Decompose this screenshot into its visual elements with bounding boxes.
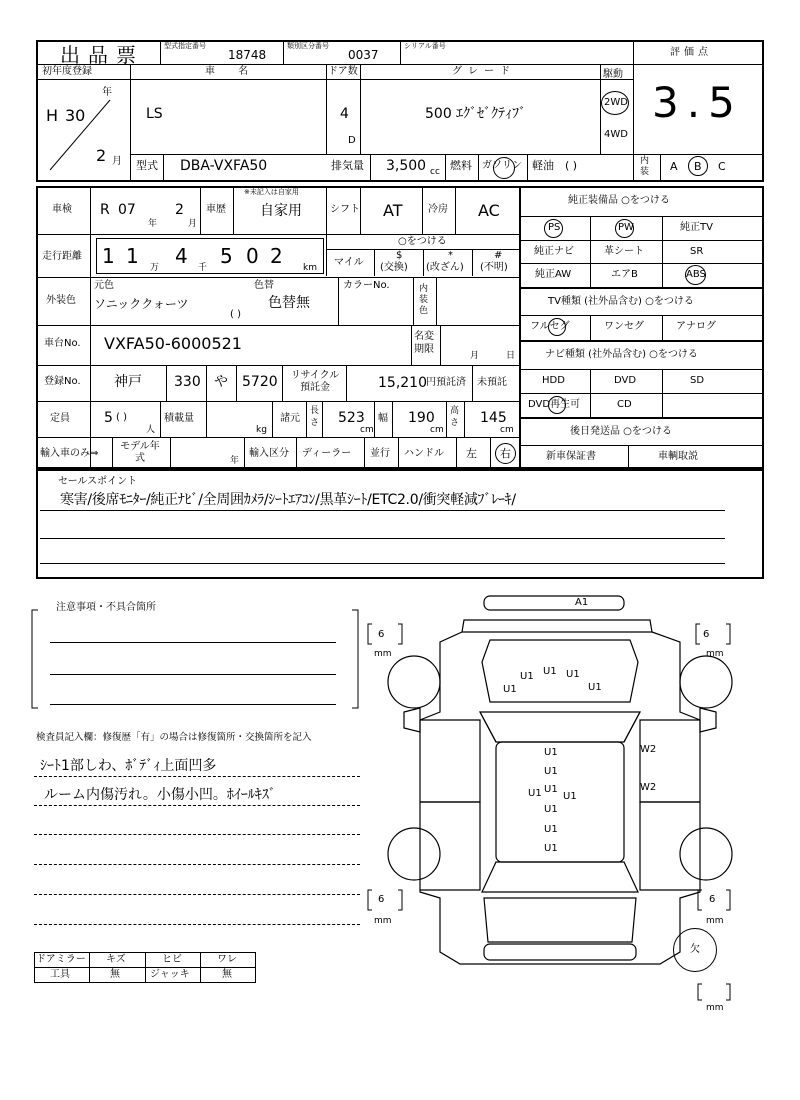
inspection-year-unit: 年 bbox=[148, 219, 158, 229]
navi-header: ナビ種類 (社外品含む) ○をつける bbox=[545, 349, 698, 360]
model-code-label: 型式指定番号 bbox=[164, 42, 206, 50]
handle-right: 右 bbox=[500, 447, 511, 460]
fuel-other: ( ) bbox=[565, 159, 578, 172]
capacity-label: 定員 bbox=[50, 413, 70, 424]
navi-cd: CD bbox=[617, 399, 632, 410]
handle-left: 左 bbox=[466, 447, 477, 460]
reg-city: 神戸 bbox=[114, 374, 142, 390]
load-label: 積載量 bbox=[164, 413, 194, 424]
color-no-label: カラーNo. bbox=[343, 280, 390, 291]
mileage-digit-3: 4 bbox=[175, 244, 188, 268]
history-label: 車歴 bbox=[206, 204, 226, 215]
doors-value: 4 bbox=[340, 106, 349, 122]
equip-ps: PS bbox=[548, 222, 561, 233]
acc-h4: ワレ bbox=[217, 954, 237, 965]
grade-value: 500 ｴｸﾞｾﾞｸﾃｨﾌﾞ bbox=[425, 106, 527, 122]
handle-label: ハンドル bbox=[404, 448, 444, 459]
color-original-label: 元色 bbox=[94, 280, 114, 291]
tv-fullseg: フルセグ bbox=[530, 321, 570, 332]
mileage-digit-2: 1 bbox=[126, 244, 139, 268]
name-change-month: 月 bbox=[470, 351, 480, 361]
mileage-digit-1: 1 bbox=[102, 244, 115, 268]
inspection-month: 2 bbox=[175, 202, 184, 218]
mileage-km: km bbox=[303, 263, 317, 273]
shift-label: シフト bbox=[330, 204, 360, 215]
acc-r2: 無 bbox=[110, 969, 120, 980]
ac-value: AC bbox=[478, 201, 500, 220]
acc-r1: 工具 bbox=[50, 969, 70, 980]
navi-dvd: DVD bbox=[614, 375, 637, 386]
mark-center-2: U1 bbox=[544, 766, 558, 777]
navi-dvd-play: DVD再生可 bbox=[528, 399, 581, 410]
drive-2wd: 2WD bbox=[604, 97, 628, 108]
mark-note: ○をつける bbox=[398, 236, 447, 247]
fuel-gasoline: ガソリン bbox=[482, 160, 522, 171]
equipment-header: 純正装備品 ○をつける bbox=[568, 195, 670, 206]
load-unit: kg bbox=[256, 425, 267, 435]
reg-year: 30 bbox=[65, 106, 86, 125]
fuel-diesel: 軽油 bbox=[532, 159, 554, 172]
parallel-label: 並行 bbox=[370, 448, 390, 459]
mark-top-4: U1 bbox=[503, 684, 517, 695]
serial-label: シリアル番号 bbox=[404, 42, 446, 50]
model-year-label: モデル年式 bbox=[120, 441, 160, 464]
mark-center-1: U1 bbox=[544, 747, 558, 758]
tire-fr-value: 6 bbox=[703, 629, 710, 640]
recycle-status: 円預託済 bbox=[426, 377, 466, 388]
length-label: 長さ bbox=[310, 406, 320, 428]
spare-label: 欠 bbox=[690, 944, 700, 955]
unknown-label: (不明) bbox=[480, 262, 508, 273]
mileage-digit-5: 0 bbox=[246, 244, 259, 268]
color-original: ソニッククォーツ bbox=[94, 297, 189, 311]
recycle-amount: 15,210 bbox=[378, 375, 427, 391]
shift-value: AT bbox=[383, 201, 403, 220]
grade-label: グレード bbox=[452, 66, 516, 77]
delivery-manual: 車輌取説 bbox=[658, 451, 698, 462]
model-code: 18748 bbox=[228, 48, 267, 62]
import-label: 輸入車のみ⇒ bbox=[40, 448, 99, 459]
height-label: 高さ bbox=[450, 406, 460, 428]
tv-header: TV種類 (社外品含む) ○をつける bbox=[548, 296, 694, 307]
interior-c: C bbox=[718, 160, 726, 173]
mark-center-8: U1 bbox=[544, 843, 558, 854]
delivery-header: 後日発送品 ○をつける bbox=[570, 426, 672, 437]
type-label: 型式 bbox=[136, 159, 158, 172]
mile-label: マイル bbox=[334, 257, 364, 268]
displacement-label: 排気量 bbox=[331, 159, 364, 172]
mark-w2-b: W2 bbox=[640, 782, 657, 793]
tamper-sym: * bbox=[448, 250, 453, 261]
sales-point-label: セールスポイント bbox=[58, 476, 138, 487]
model-year-unit: 年 bbox=[230, 456, 240, 466]
acc-h2: キズ bbox=[106, 954, 126, 965]
mileage-label: 走行距離 bbox=[42, 251, 82, 262]
inspection-year: 07 bbox=[118, 202, 136, 218]
tire-rr-value: 6 bbox=[709, 894, 716, 905]
recycle-unpaid: 未預託 bbox=[477, 377, 507, 388]
mark-top-3: U1 bbox=[566, 669, 580, 680]
delivery-warranty: 新車保証書 bbox=[546, 451, 596, 462]
inspection-label: 車検 bbox=[52, 204, 72, 215]
interior-b: B bbox=[694, 160, 702, 173]
mark-center-6: U1 bbox=[544, 804, 558, 815]
capacity-unit: 人 bbox=[146, 425, 156, 435]
equip-aw: 純正AW bbox=[535, 269, 572, 280]
score-label: 評価点 bbox=[670, 47, 712, 58]
interior-color-label: 内装色 bbox=[419, 284, 429, 316]
reg-label: 初年度登録 bbox=[42, 66, 92, 77]
color-label: 外装色 bbox=[46, 295, 76, 306]
height-unit: cm bbox=[500, 425, 514, 435]
doors-label: ドア数 bbox=[328, 66, 358, 77]
inspector-line2: ルーム内傷汚れ。小傷小凹。ﾎｲｰﾙｷｽﾞ bbox=[44, 787, 276, 803]
capacity-paren: ( ) bbox=[116, 412, 127, 423]
equip-abs: ABS bbox=[686, 269, 706, 280]
inspector-line1: ｼｰﾄ1部しわ、ﾎﾞﾃﾞｨ上面凹多 bbox=[40, 758, 217, 774]
fuel-label: 燃料 bbox=[450, 159, 472, 172]
color-repaint-label: 色替 bbox=[254, 280, 274, 291]
inspection-month-unit: 月 bbox=[188, 219, 198, 229]
tire-fl-value: 6 bbox=[378, 629, 385, 640]
displacement-value: 3,500 bbox=[386, 158, 427, 174]
length-value: 523 bbox=[338, 410, 365, 426]
tire-fr-mm: mm bbox=[706, 649, 724, 659]
reg-month-unit: 月 bbox=[112, 156, 122, 167]
width-label: 幅 bbox=[378, 413, 388, 424]
tire-rr-mm: mm bbox=[706, 916, 724, 926]
interior-a: A bbox=[670, 160, 678, 173]
unknown-sym: # bbox=[494, 250, 503, 261]
reg-class: 330 bbox=[174, 374, 201, 390]
tamper-label: (改ざん) bbox=[426, 262, 464, 273]
mark-top-2: U1 bbox=[520, 671, 534, 682]
mileage-sen: 千 bbox=[198, 263, 208, 273]
width-unit: cm bbox=[430, 425, 444, 435]
reg-era: H bbox=[46, 106, 59, 125]
mark-center-4: U1 bbox=[528, 788, 542, 799]
recycle-label: リサイクル預託金 bbox=[290, 370, 340, 393]
equip-leather: 革シート bbox=[604, 246, 644, 257]
exchange-label: (交換) bbox=[380, 262, 408, 273]
displacement-unit: cc bbox=[430, 167, 440, 177]
equip-pw: PW bbox=[618, 222, 634, 233]
reg-year-unit: 年 bbox=[102, 87, 112, 98]
form-title: 出品票 bbox=[60, 43, 144, 67]
name-change-day: 日 bbox=[506, 351, 516, 361]
mark-center-7: U1 bbox=[544, 824, 558, 835]
mileage-digit-4: 5 bbox=[220, 244, 233, 268]
car-name: LS bbox=[146, 106, 163, 122]
type-value: DBA-VXFA50 bbox=[180, 158, 268, 174]
color-repaint-paren: ( ) bbox=[230, 309, 241, 320]
mark-center-5: U1 bbox=[563, 791, 577, 802]
reg-kana: や bbox=[214, 374, 228, 390]
reg-month: 2 bbox=[96, 146, 107, 165]
chassis-value: VXFA50-6000521 bbox=[104, 334, 242, 353]
car-name-label: 車 名 bbox=[205, 66, 259, 77]
spare-mm: mm bbox=[706, 1003, 724, 1013]
inspector-label: 検査員記入欄：修復歴「有」の場合は修復箇所・交換箇所を記入 bbox=[36, 732, 312, 743]
mark-top-1: U1 bbox=[543, 666, 557, 677]
history-value: 自家用 bbox=[260, 203, 302, 219]
capacity-value: 5 bbox=[104, 410, 113, 426]
dims-label: 諸元 bbox=[280, 413, 300, 424]
height-value: 145 bbox=[480, 410, 507, 426]
acc-h3: ヒビ bbox=[162, 954, 182, 965]
notes-label: 注意事項・不具合箇所 bbox=[56, 602, 156, 613]
exchange-sym: $ bbox=[396, 250, 403, 261]
history-note: ※未記入は自家用 bbox=[244, 188, 299, 196]
tv-analog: アナログ bbox=[676, 321, 716, 332]
acc-r4: 無 bbox=[222, 969, 232, 980]
inspection-era: R bbox=[100, 202, 110, 218]
navi-hdd: HDD bbox=[542, 375, 565, 386]
mark-center-3: U1 bbox=[544, 784, 558, 795]
drive-label: 駆動 bbox=[603, 69, 623, 80]
tire-rl-mm: mm bbox=[374, 916, 392, 926]
mark-w2-a: W2 bbox=[640, 744, 657, 755]
doors-sub: D bbox=[348, 135, 356, 146]
color-repaint: 色替無 bbox=[268, 295, 310, 311]
category-code: 0037 bbox=[348, 48, 379, 62]
equip-airbag: エアB bbox=[611, 269, 638, 280]
dealer-label: ディーラー bbox=[302, 448, 352, 459]
equip-navi: 純正ナビ bbox=[534, 246, 574, 257]
ac-label: 冷房 bbox=[428, 204, 448, 215]
score-value: 3.5 bbox=[652, 78, 743, 127]
acc-r3: ジャッキ bbox=[150, 969, 190, 980]
acc-h1: ドアミラー bbox=[36, 954, 86, 965]
width-value: 190 bbox=[408, 410, 435, 426]
length-unit: cm bbox=[360, 425, 374, 435]
chassis-label: 車台No. bbox=[44, 338, 81, 349]
tire-fl-mm: mm bbox=[374, 649, 392, 659]
tv-oneseg: ワンセグ bbox=[604, 321, 644, 332]
mileage-man: 万 bbox=[150, 263, 160, 273]
reg-no-label: 登録No. bbox=[44, 376, 81, 387]
interior-label: 内装 bbox=[640, 156, 650, 177]
drive-4wd: 4WD bbox=[604, 129, 628, 140]
sales-point-text: 寒害/後席ﾓﾆﾀｰ/純正ﾅﾋﾞ/全周囲ｶﾒﾗ/ｼｰﾄｴｱｺﾝ/黒革ｼｰﾄ/ETC2.0/衝突軽減ﾌﾞﾚｰｷ/ bbox=[60, 492, 516, 508]
mark-top-5: U1 bbox=[588, 682, 602, 693]
navi-sd: SD bbox=[690, 375, 705, 386]
tire-rl-value: 6 bbox=[378, 894, 385, 905]
category-label: 類別区分番号 bbox=[287, 42, 329, 50]
mark-front: A1 bbox=[575, 597, 589, 608]
import-type-label: 輸入区分 bbox=[249, 448, 289, 459]
mileage-digit-6: 2 bbox=[270, 244, 283, 268]
equip-tv: 純正TV bbox=[680, 222, 713, 233]
equip-sr: SR bbox=[690, 246, 704, 257]
name-change-label: 名変期限 bbox=[414, 331, 434, 355]
reg-number: 5720 bbox=[242, 374, 278, 390]
